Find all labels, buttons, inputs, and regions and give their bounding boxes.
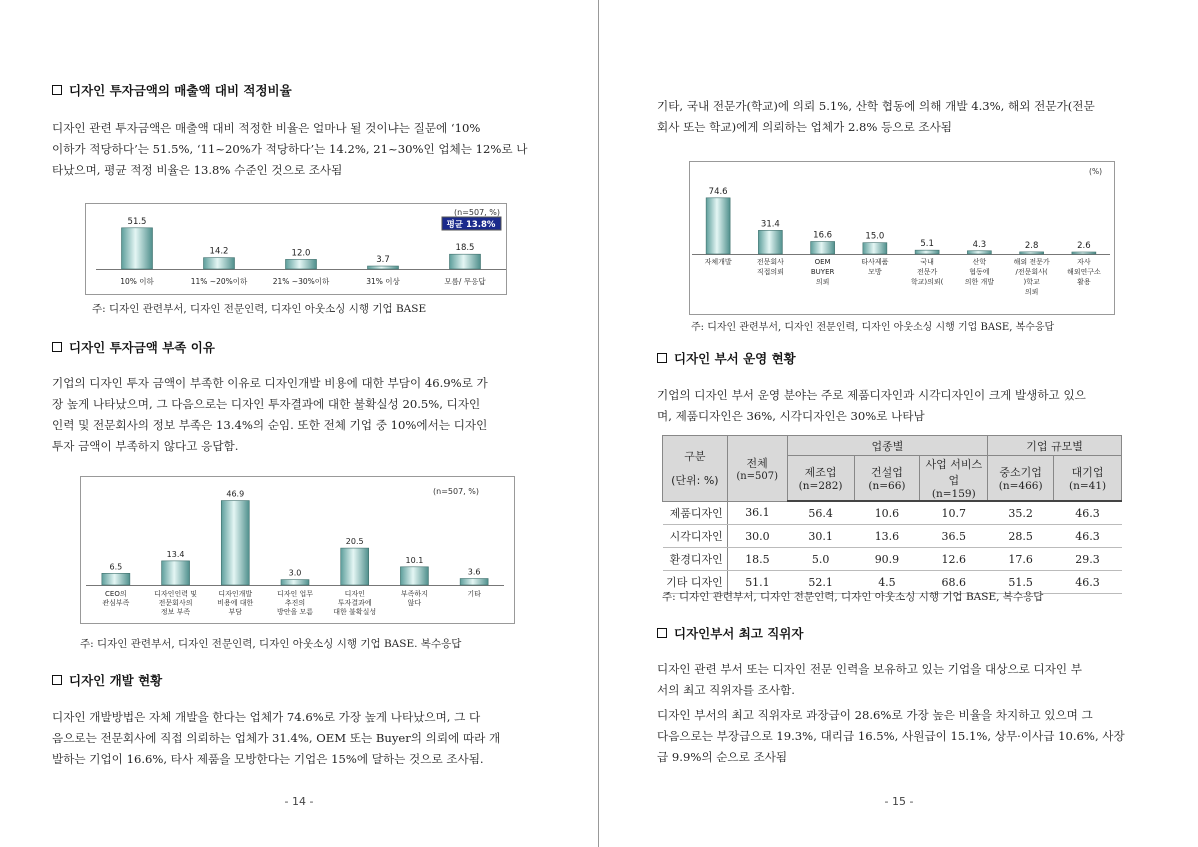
value-label: 2.6 [1077, 241, 1091, 251]
value-label: 18.5 [455, 243, 475, 254]
category-label: 전문가 [916, 268, 938, 276]
value-label: 14.2 [209, 246, 229, 257]
value-label: 2.8 [1024, 240, 1039, 251]
bar [102, 573, 130, 585]
table-cell: 17.6 [988, 548, 1054, 571]
bar-chart-development-methods [690, 162, 1114, 314]
bar [811, 242, 835, 254]
table-corner-header: 구분 (단위: %) [663, 436, 728, 502]
bar [450, 254, 481, 269]
category-label: 추진의 [284, 599, 306, 607]
table-cell: 51.1 [727, 571, 787, 594]
checkbox-bullet-icon [52, 85, 62, 95]
checkbox-bullet-icon [52, 675, 62, 685]
table-cell: 30.0 [727, 525, 787, 548]
table-group-company-size: 기업 규모별 [988, 436, 1122, 456]
chart-n-note: (n=507, %) [433, 487, 479, 496]
chart-development-methods [689, 161, 1115, 315]
table-body [663, 501, 1122, 594]
paragraph-development-continued: 기타, 국내 전문가(학교)에 의뢰 5.1%, 산학 협동에 의해 개발 4.3%, 해외 전문가(전문 회사 또는 학교)에게 의뢰하는 업체가 2.8% 등으로 조사됨 [657, 99, 1095, 134]
chart-n-note: (n=507, %) [454, 208, 500, 217]
bar [706, 198, 730, 254]
bar [162, 561, 190, 585]
paragraph-investment-ratio: 디자인 관련 투자금액은 매출액 대비 적정한 비율은 얼마나 될 것이냐는 질문에 ‘10% 이하가 적당하다’는 51.5%, ‘11~20%가 적당하다’는 14.2%, 21~30%인 업체는 12%로 나 타났으며, 평균 적정 비율은 13.8% 수준인 것으로 조사됨 [52, 121, 528, 177]
category-label: 방안을 모름 [276, 608, 314, 616]
subheader-label: 중소기업 [999, 466, 1042, 479]
bar-chart-shortage-reasons [81, 477, 514, 623]
chart-source-note: 주: 디자인 관련부서, 디자인 전문인력, 디자인 아웃소싱 시행 기업 BASE. 복수응답 [80, 638, 462, 650]
bar [915, 250, 939, 254]
subheader-n: (n=66) [868, 480, 906, 492]
category-label: 관심부족 [102, 599, 130, 607]
table-cell: 51.5 [988, 571, 1054, 594]
page-number: - 15 - [884, 795, 914, 808]
category-label: 기타 [467, 590, 481, 598]
subheader-label: 건설업 [870, 466, 903, 479]
category-label: )학교 [1023, 278, 1040, 286]
chart-unit-note: (%) [1089, 167, 1102, 176]
bar [286, 259, 317, 269]
table-subheader [988, 456, 1054, 502]
checkbox-bullet-icon [657, 628, 667, 638]
category-label: 의뢰 [815, 278, 830, 286]
category-label: 전문회사 [756, 258, 784, 266]
checkbox-bullet-icon [657, 353, 667, 363]
table-cell: 90.9 [854, 548, 920, 571]
category-label: 모방 [868, 268, 882, 276]
category-label: 의뢰 [1024, 288, 1039, 296]
bar [281, 580, 309, 585]
category-label: 투자결과에 [337, 599, 372, 607]
table-subheader [920, 456, 988, 502]
subheader-label: 제조업 [804, 466, 837, 479]
category-label: 디자인개발 [218, 590, 253, 598]
category-label: 자사 [1077, 258, 1091, 266]
category-label: CEO의 [105, 590, 127, 598]
table-cell: 46.3 [1054, 501, 1122, 525]
section-heading-design-department: 디자인 부서 운영 현황 [657, 349, 796, 367]
category-label: 자체개발 [704, 258, 732, 266]
subheader-n: (n=41) [1068, 480, 1107, 492]
page-15 [600, 0, 1198, 847]
paragraph-design-development: 디자인 개발방법은 자체 개발을 한다는 업체가 74.6%로 가장 높게 나타났으며, 그 다 음으로는 전문회사에 직접 의뢰하는 업체가 31.4%, OEM 또는 Buyer의 의뢰에 따라 개 발하는 기업이 16.6%, 타사 제품을 모방한다는 기업은 15%에 달하는 것으로 조사됨. [52, 710, 501, 766]
value-label: 3.0 [288, 568, 302, 578]
bar [863, 243, 887, 254]
category-label: 의한 개발 [964, 278, 995, 286]
page-number: - 14 - [284, 795, 314, 808]
table-cell: 36.1 [727, 501, 787, 525]
subheader-n: (n=159) [931, 488, 976, 500]
table-cell: 30.1 [787, 525, 854, 548]
value-label: 15.0 [865, 231, 885, 242]
category-label: 산학 [972, 258, 987, 266]
value-label: 6.5 [109, 562, 123, 572]
table-total-header: 전체 (n=507) [727, 436, 787, 502]
chart-source-note: 주: 디자인 관련부서, 디자인 전문인력, 디자인 아웃소싱 시행 기업 BASE, 복수응답 [691, 322, 1055, 333]
value-label: 13.4 [166, 549, 185, 559]
category-label: 않다 [407, 599, 422, 607]
category-label: 디자인인력 및 [154, 590, 197, 598]
row-header: 기타 디자인 [663, 571, 728, 594]
value-label: 3.7 [376, 255, 390, 266]
value-label: 51.5 [127, 216, 147, 227]
table-cell: 10.7 [920, 501, 988, 525]
category-label: 비용에 대한 [217, 599, 254, 607]
table-row [663, 525, 1122, 548]
category-label: 대한 불확실성 [333, 608, 377, 616]
section-heading-top-position: 디자인부서 최고 직위자 [657, 624, 803, 642]
bar [400, 567, 428, 585]
row-header: 시각디자인 [663, 525, 728, 548]
value-label: 20.5 [345, 537, 364, 547]
table-cell: 10.6 [854, 501, 920, 525]
value-label: 5.1 [920, 239, 934, 250]
table-cell: 5.0 [787, 548, 854, 571]
value-label: 10.1 [405, 555, 424, 565]
table-cell: 68.6 [920, 571, 988, 594]
category-label: 21% ~30%이하 [272, 277, 330, 286]
category-label: /전문회사( [1015, 268, 1048, 276]
paragraph-top-position-2: 디자인 부서의 최고 직위자로 과장급이 28.6%로 가장 높은 비율을 차지하고 있으며 그 다음으로는 부장급으로 19.3%, 대리급 16.5%, 사원급이 15.1%, 상무·이사급 10.6%, 사장 급 9.9%의 순으로 조사됨 [657, 708, 1125, 764]
table-subheader [1054, 456, 1122, 502]
table-cell: 28.5 [988, 525, 1054, 548]
category-label: 10% 이하 [120, 277, 154, 286]
value-label: 4.3 [972, 239, 987, 250]
section-heading-design-development: 디자인 개발 현황 [52, 671, 162, 689]
category-label: 해외연구소 [1066, 268, 1101, 276]
table-subheader [787, 456, 854, 502]
bar [204, 258, 235, 269]
value-label: 74.6 [708, 186, 728, 197]
bar [967, 251, 991, 254]
table-subheader [854, 456, 920, 502]
checkbox-bullet-icon [52, 342, 62, 352]
category-label: 디자인 업무 [276, 590, 314, 598]
table-row [663, 501, 1122, 525]
table-cell: 46.3 [1054, 571, 1122, 594]
table-group-industry: 업종별 [787, 436, 988, 456]
subheader-label: 사업 서비스업 [925, 458, 983, 487]
chart-source-note: 주: 디자인 관련부서, 디자인 전문인력, 디자인 아웃소싱 시행 기업 BASE [92, 303, 427, 315]
table-cell: 56.4 [787, 501, 854, 525]
category-label: 31% 이상 [366, 277, 400, 286]
category-label: 정보 부족 [160, 608, 191, 616]
bar-chart-investment-ratio [86, 204, 506, 294]
table-source-note: 주: 디자인 관련부서, 디자인 전문인력, 디자인 아웃소싱 시행 기업 BASE, 복수응답 [662, 591, 1044, 603]
table-cell: 52.1 [787, 571, 854, 594]
chart-investment-ratio [85, 203, 507, 295]
table-cell: 29.3 [1054, 548, 1122, 571]
design-department-table [662, 435, 1122, 594]
table-cell: 4.5 [854, 571, 920, 594]
value-label: 3.6 [467, 567, 481, 577]
category-label: 국내 [920, 258, 934, 266]
category-label: 협동에 [969, 268, 990, 276]
category-label: 전문회사의 [158, 599, 193, 607]
bar [341, 548, 369, 585]
category-label: 부족하지 [400, 590, 428, 598]
bar [368, 266, 399, 269]
section-heading-investment-ratio: 디자인 투자금액의 매출액 대비 적정비율 [52, 81, 292, 99]
category-label: 활용 [1077, 278, 1091, 286]
bar [460, 579, 488, 585]
row-header: 제품디자인 [663, 501, 728, 525]
category-label: 학교)의뢰( [910, 278, 944, 286]
table-cell: 18.5 [727, 548, 787, 571]
category-label: BUYER [810, 268, 835, 276]
value-label: 46.9 [226, 489, 245, 499]
value-label: 31.4 [760, 219, 780, 230]
value-label: 12.0 [291, 248, 311, 259]
bar [122, 228, 153, 269]
table-cell: 13.6 [854, 525, 920, 548]
bar [1072, 252, 1096, 254]
category-label: 부담 [228, 608, 243, 616]
subheader-n: (n=282) [798, 480, 843, 492]
value-label: 16.6 [813, 230, 833, 241]
category-label: 11% ~20%이하 [190, 277, 248, 286]
subheader-label: 대기업 [1071, 466, 1104, 479]
table-cell: 35.2 [988, 501, 1054, 525]
table-cell: 36.5 [920, 525, 988, 548]
table-row [663, 548, 1122, 571]
paragraph-top-position-1: 디자인 관련 부서 또는 디자인 전문 인력을 보유하고 있는 기업을 대상으로 디자인 부 서의 최고 직위자를 조사함. [657, 662, 1083, 697]
page-14 [0, 0, 598, 847]
category-label: 타사제품 [861, 258, 889, 266]
paragraph-investment-shortage: 기업의 디자인 투자 금액이 부족한 이유로 디자인개발 비용에 대한 부담이 46.9%로 가 장 높게 나타났으며, 그 다음으로는 디자인 투자결과에 대한 불확실성 20.5%, 디자인 인력 및 전문회사의 정보 부족은 13.4%의 순임. 또한 전체 기업 중 10%에서는 디자인 투자 금액이 부족하지 않다고 응답함. [52, 376, 488, 453]
bar [221, 501, 249, 585]
category-label: 디자인 [344, 590, 365, 598]
section-heading-investment-shortage: 디자인 투자금액 부족 이유 [52, 338, 215, 356]
row-header: 환경디자인 [663, 548, 728, 571]
subheader-n: (n=466) [998, 480, 1043, 492]
bar [1020, 252, 1044, 254]
page-divider [598, 0, 599, 847]
table-cell: 12.6 [920, 548, 988, 571]
category-label: 직접의뢰 [756, 268, 784, 276]
category-label: OEM [814, 258, 831, 266]
bar [758, 230, 782, 254]
table-cell: 46.3 [1054, 525, 1122, 548]
average-badge-label: 평균 13.8% [446, 220, 496, 230]
paragraph-design-department: 기업의 디자인 부서 운영 분야는 주로 제품디자인과 시각디자인이 크게 발생하고 있으 며, 제품디자인은 36%, 시각디자인은 30%로 나타남 [657, 388, 1086, 423]
category-label: 해외 전문가 [1013, 258, 1050, 266]
chart-shortage-reasons [80, 476, 515, 624]
category-label: 모름/ 무응답 [444, 277, 486, 286]
